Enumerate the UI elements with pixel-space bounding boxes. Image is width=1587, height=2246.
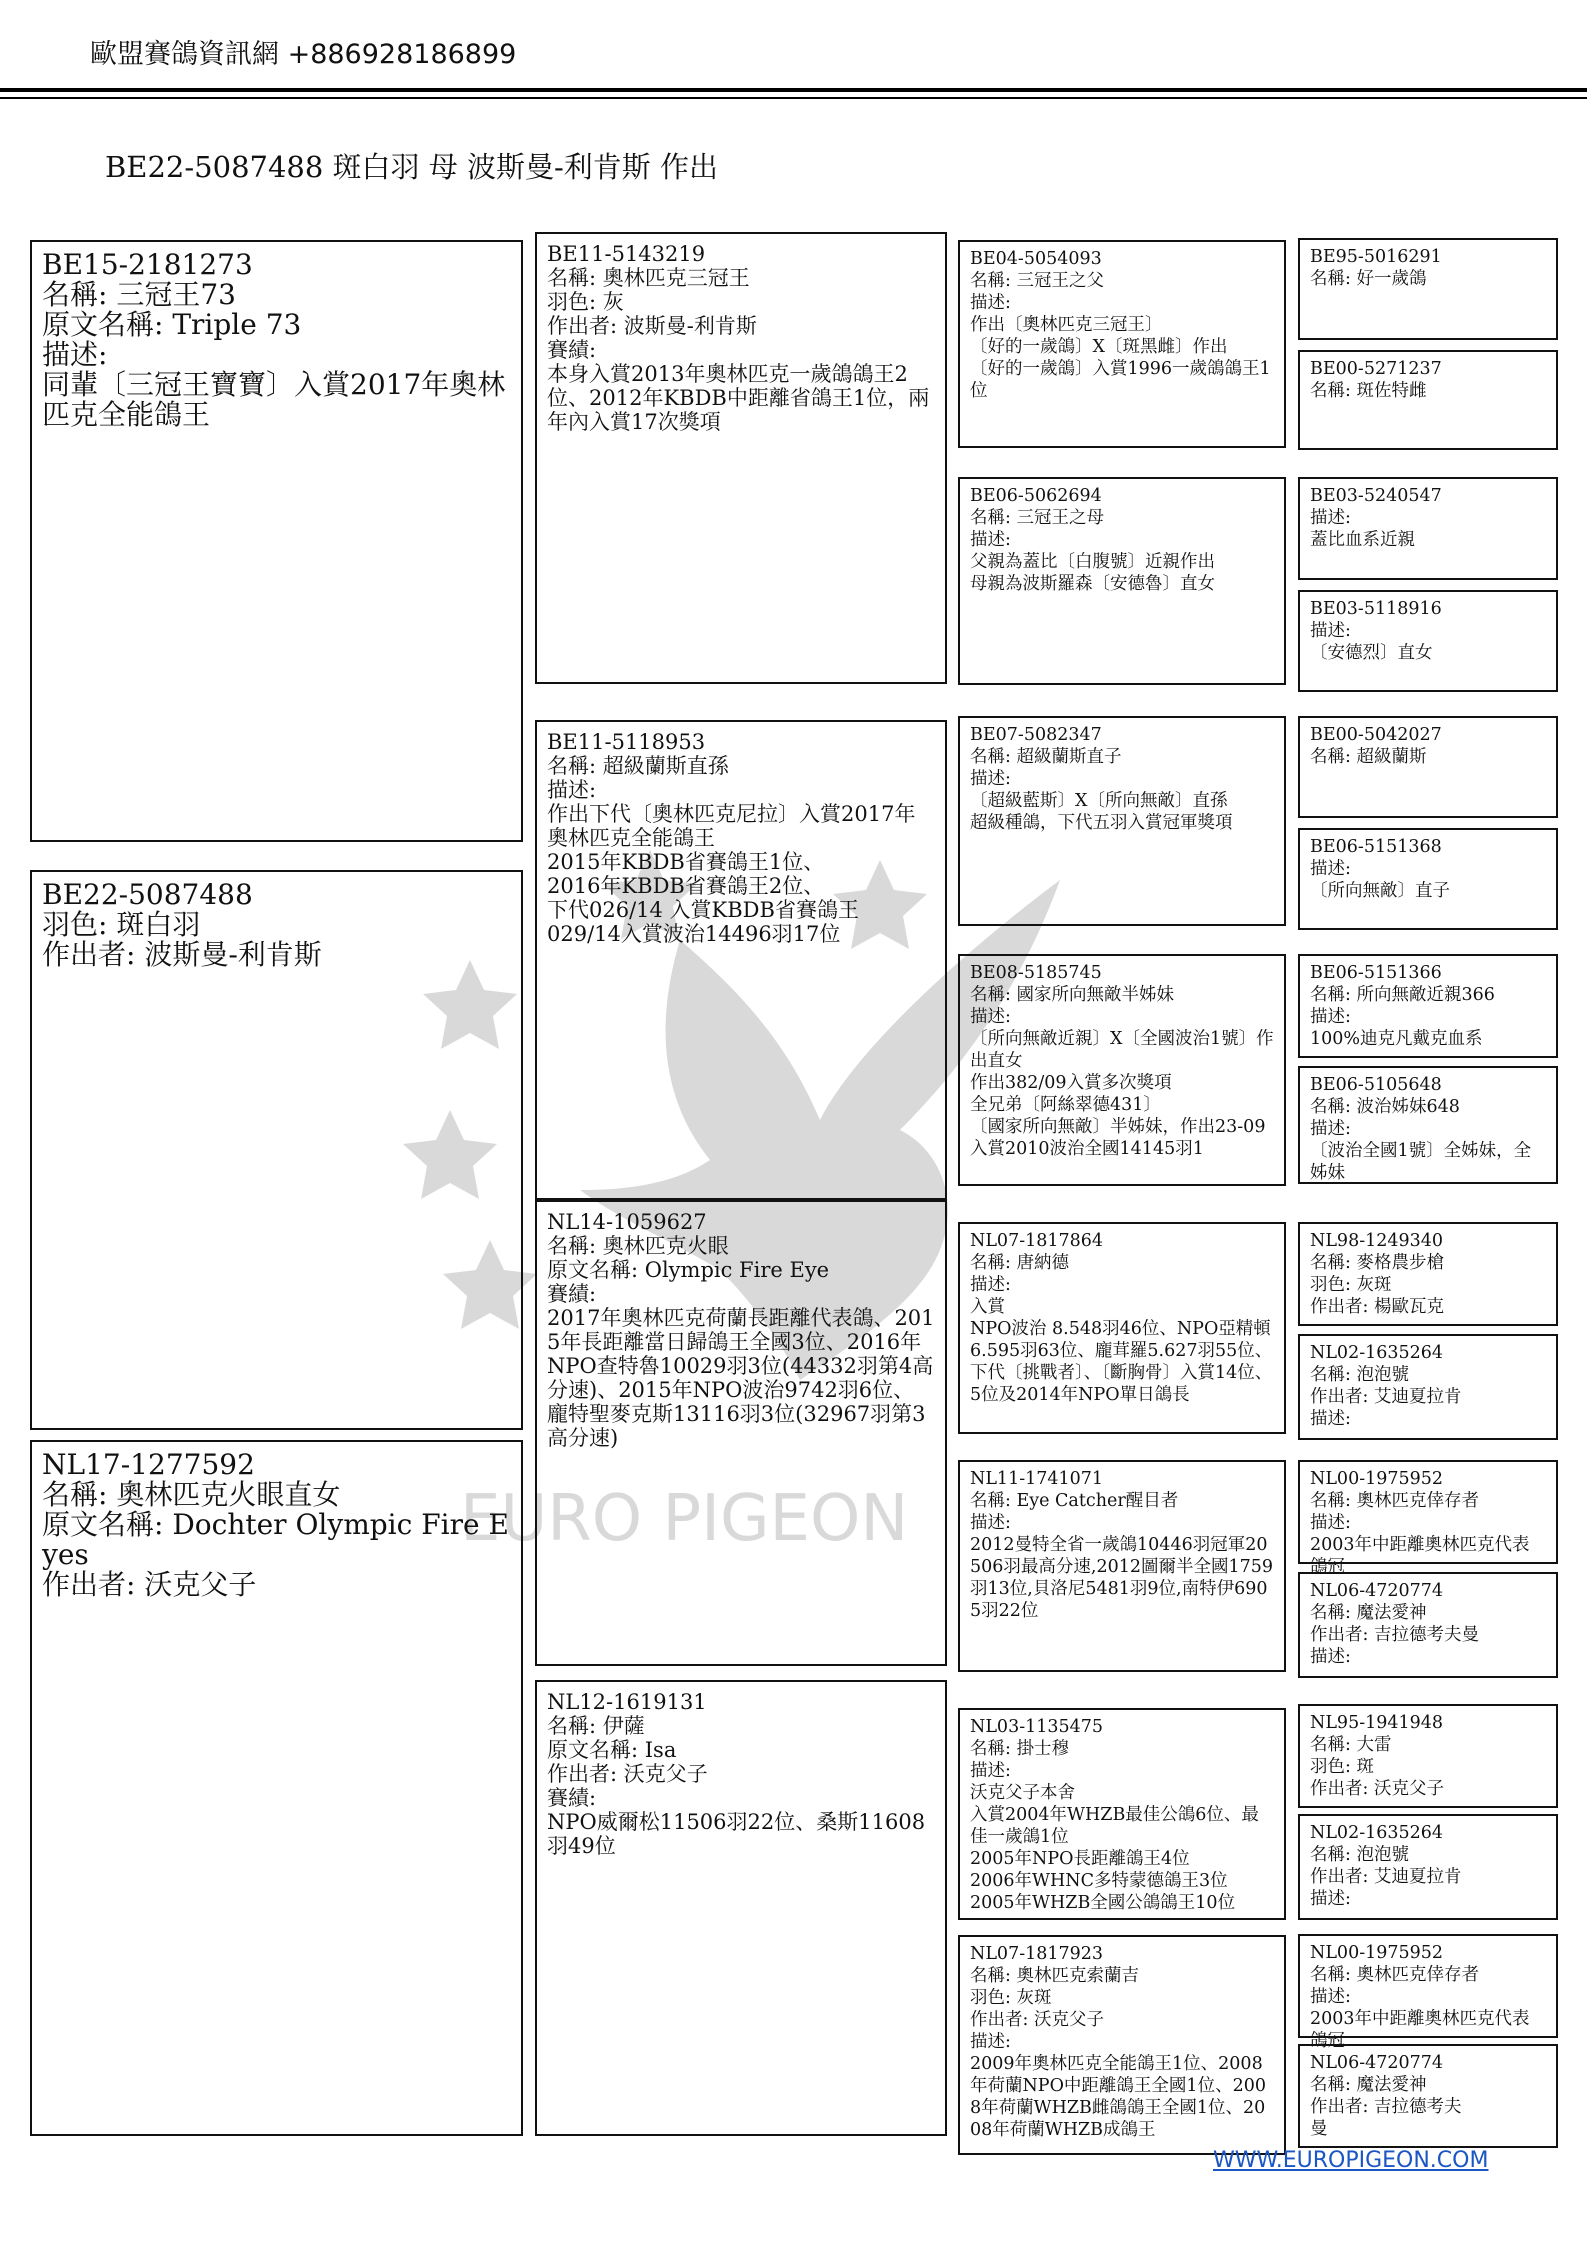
gen4-box-15: [1298, 1934, 1558, 2051]
pigeon-name: 名稱: 超級蘭斯直孫: [547, 754, 729, 778]
gen4-box-8: [1298, 1066, 1558, 1184]
ring-number: NL06-4720774: [1310, 1581, 1444, 1601]
gen1-subject: [30, 870, 523, 1430]
gen4-box-3: [1298, 477, 1558, 580]
gen2-box-2: [535, 720, 947, 1200]
breeder: 作出者: 吉拉德考夫曼: [1310, 1625, 1479, 1645]
header-rule-thick: [0, 88, 1587, 92]
ring-number: BE04-5054093: [970, 249, 1102, 269]
original-name: 原文名稱: Triple 73: [42, 308, 302, 341]
ring-number: BE06-5062694: [970, 486, 1102, 506]
original-name: 原文名稱: Dochter Olympic Fire Eyes: [42, 1508, 509, 1571]
description-text: 作出〔奧林匹克三冠王〕: [970, 315, 1163, 335]
description-text: 作出382/09入賞多次獎項: [970, 1073, 1172, 1093]
description-label: 描述:: [1310, 621, 1351, 641]
ring-number: BE11-5143219: [547, 242, 706, 266]
ring-number: NL03-1135475: [970, 1717, 1104, 1737]
ring-number: BE08-5185745: [970, 963, 1102, 983]
gen4-box-7: [1298, 954, 1558, 1058]
color: 羽色: 灰斑: [970, 1988, 1052, 2008]
description-text: 〔安德烈〕直女: [1310, 643, 1433, 663]
gen4-box-1: [1298, 238, 1558, 340]
description-text: 入賞: [970, 1297, 1005, 1317]
description-text: 同輩〔三冠王寶寶〕入賞2017年奧林匹克全能鴿王: [42, 368, 506, 431]
ring-number: BE03-5240547: [1310, 486, 1442, 506]
color: 羽色: 灰斑: [1310, 1275, 1392, 1295]
original-name: 原文名稱: Isa: [547, 1738, 677, 1762]
gen2-box-1: [535, 232, 947, 684]
results-text: 本身入賞2013年奧林匹克一歲鴿鴿王2位、2012年KBDB中距離省鴿王1位，兩年內入賞17次獎項: [547, 362, 930, 434]
gen4-box-16: [1298, 2044, 1558, 2148]
results-text: NPO威爾松11506羽22位、桑斯11608羽49位: [547, 1810, 926, 1858]
ring-number: NL00-1975952: [1310, 1469, 1444, 1489]
pigeon-name: 名稱: 好一歲鴿: [1310, 269, 1427, 289]
description-label: 描述:: [1310, 508, 1351, 528]
description-text: 父親為蓋比〔白腹號〕近親作出: [970, 552, 1215, 572]
pigeon-name: 名稱: 大雷: [1310, 1735, 1392, 1755]
gen2-box-3: [535, 1200, 947, 1666]
description-label: 描述:: [1310, 1119, 1351, 1139]
description-text: 〔波治全國1號〕全姊妹，全姊妹: [1310, 1141, 1532, 1183]
gen4-box-2: [1298, 350, 1558, 450]
ring-number: NL11-1741071: [970, 1469, 1104, 1489]
pigeon-name: 名稱: 掛士穆: [970, 1739, 1069, 1759]
pigeon-name: 名稱: 奧林匹克火眼直女: [42, 1478, 341, 1511]
description-text: 〔所向無敵〕直子: [1310, 881, 1450, 901]
pigeon-name: 名稱: 魔法愛神: [1310, 1603, 1427, 1623]
description-text: 2009年奧林匹克全能鴿王1位、2008年荷蘭NPO中距離鴿王全國1位、2008年荷蘭WHZB雌鴿鴿王全國1位、2008年荷蘭WHZB成鴿王: [970, 2054, 1266, 2140]
results-label: 賽績:: [547, 1786, 597, 1810]
gen4-box-5: [1298, 716, 1558, 818]
gen4-box-11: [1298, 1460, 1558, 1577]
website-link[interactable]: WWW.EUROPIGEON.COM: [1213, 2148, 1489, 2173]
description-text: 作出下代〔奧林匹克尼拉〕入賞2017年奧林匹克全能鴿王: [547, 802, 916, 850]
ring-number: BE07-5082347: [970, 725, 1102, 745]
original-name: 原文名稱: Olympic Fire Eye: [547, 1258, 830, 1282]
description-label: 描述:: [970, 1007, 1011, 1027]
gen2-box-4: [535, 1680, 947, 2136]
ring-number: NL17-1277592: [42, 1448, 255, 1481]
description-text: 2012曼特全省一歲鴿10446羽冠軍20506羽最高分速,2012圖爾半全國1759羽13位,貝洛尼5481羽9位,南特伊6905羽22位: [970, 1535, 1274, 1621]
description-text: 2005年WHZB全國公鴿鴿王10位: [970, 1893, 1236, 1913]
description-label: 描述:: [547, 778, 597, 802]
ring-number: NL95-1941948: [1310, 1713, 1444, 1733]
description-text: 2015年KBDB省賽鴿王1位、: [547, 850, 825, 874]
gen4-box-10: [1298, 1334, 1558, 1440]
pigeon-name: 名稱: 超級蘭斯直子: [970, 747, 1122, 767]
pigeon-name: 名稱: 泡泡號: [1310, 1845, 1409, 1865]
breeder: 作出者: 楊歐瓦克: [1310, 1297, 1444, 1317]
pigeon-name: 名稱: 奧林匹克倖存者: [1310, 1491, 1479, 1511]
gen3-box-5: [958, 1222, 1286, 1434]
gen3-box-2: [958, 477, 1286, 685]
gen3-box-7: [958, 1708, 1286, 1920]
gen4-box-14: [1298, 1814, 1558, 1920]
pigeon-name: 名稱: 唐納德: [970, 1253, 1069, 1273]
description-label: 描述:: [970, 1275, 1011, 1295]
breeder: 作出者: 吉拉德考夫: [1310, 2097, 1462, 2117]
breeder: 作出者: 波斯曼-利肯斯: [547, 314, 757, 338]
pigeon-name: 名稱: 奧林匹克火眼: [547, 1234, 729, 1258]
pigeon-name: 名稱: 奧林匹克三冠王: [547, 266, 750, 290]
ring-number: BE22-5087488: [42, 878, 253, 911]
description-label: 描述:: [1310, 1889, 1351, 1909]
breeder: 作出者: 沃克父子: [970, 2010, 1104, 2030]
ring-number: NL06-4720774: [1310, 2053, 1444, 2073]
ring-number: BE03-5118916: [1310, 599, 1442, 619]
description-label: 描述:: [970, 2032, 1011, 2052]
pigeon-name: 名稱: 三冠王73: [42, 278, 236, 311]
description-label: 描述:: [1310, 1409, 1351, 1429]
site-header: 歐盟賽鴿資訊網 +886928186899: [90, 39, 517, 70]
watermark-text: EURO PIGEON: [460, 1482, 909, 1556]
breeder: 作出者: 沃克父子: [547, 1762, 708, 1786]
description-label: 描述:: [1310, 1007, 1351, 1027]
description-text: 〔超級藍斯〕X〔所向無敵〕直孫: [970, 791, 1228, 811]
ring-number: BE11-5118953: [547, 730, 706, 754]
description-text: 全兄弟〔阿絲翠德431〕: [970, 1095, 1161, 1115]
description-label: 描述:: [970, 1761, 1011, 1781]
description-text: 〔好的一歲鴿〕X〔斑黑雌〕作出: [970, 337, 1228, 357]
gen4-box-6: [1298, 828, 1558, 930]
gen3-box-3: [958, 716, 1286, 926]
header-rule-thin: [0, 97, 1587, 99]
pigeon-name: 名稱: 伊薩: [547, 1714, 645, 1738]
pigeon-name: 名稱: 超級蘭斯: [1310, 747, 1427, 767]
gen3-box-4: [958, 954, 1286, 1186]
gen4-box-4: [1298, 590, 1558, 692]
description-label: 描述:: [970, 1513, 1011, 1533]
description-text: 沃克父子本舍: [970, 1783, 1075, 1803]
description-label: 描述:: [970, 293, 1011, 313]
description-label: 描述:: [1310, 859, 1351, 879]
pigeon-name: 名稱: 麥格農步槍: [1310, 1253, 1444, 1273]
pigeon-name: 名稱: 三冠王之母: [970, 508, 1104, 528]
ring-number: NL98-1249340: [1310, 1231, 1444, 1251]
description-text: 入賞2004年WHZB最佳公鴿6位、最佳一歲鴿1位: [970, 1805, 1259, 1847]
description-text: 2016年KBDB省賽鴿王2位、: [547, 874, 825, 898]
ring-number: NL14-1059627: [547, 1210, 707, 1234]
breeder: 作出者: 艾迪夏拉肯: [1310, 1387, 1462, 1407]
results-label: 賽績:: [547, 338, 597, 362]
description-text: 超級種鴿，下代五羽入賞冠軍獎項: [970, 813, 1233, 833]
description-text: 下代026/14 入賞KBDB省賽鴿王: [547, 898, 859, 922]
pigeon-name: 名稱: 泡泡號: [1310, 1365, 1409, 1385]
ring-number: NL12-1619131: [547, 1690, 707, 1714]
pigeon-name: 名稱: 奧林匹克索蘭吉: [970, 1966, 1139, 1986]
description-text: 029/14入賞波治14496羽17位: [547, 922, 841, 946]
ring-number: BE00-5042027: [1310, 725, 1442, 745]
description-text: 2006年WHNC多特蒙德鴿王3位: [970, 1871, 1228, 1891]
gen1-sire: [30, 240, 523, 842]
color: 羽色: 斑: [1310, 1757, 1374, 1777]
pigeon-name: 名稱: 國家所向無敵半姊妹: [970, 985, 1174, 1005]
ring-number: BE06-5151368: [1310, 837, 1442, 857]
ring-number: BE15-2181273: [42, 248, 253, 281]
breeder: 作出者: 沃克父子: [1310, 1779, 1444, 1799]
ring-number: NL07-1817864: [970, 1231, 1104, 1251]
description-label: 描述:: [42, 338, 108, 371]
breeder: 作出者: 沃克父子: [42, 1568, 257, 1601]
gen3-box-6: [958, 1460, 1286, 1672]
ring-number: NL07-1817923: [970, 1944, 1104, 1964]
pigeon-name: 名稱: 魔法愛神: [1310, 2075, 1427, 2095]
gen3-box-1: [958, 240, 1286, 448]
ring-number: BE95-5016291: [1310, 247, 1442, 267]
description-text: 〔國家所向無敵〕半姊妹，作出23-09入賞2010波治全國14145羽1: [970, 1117, 1266, 1159]
pigeon-name: 名稱: 三冠王之父: [970, 271, 1104, 291]
description-label: 描述:: [970, 530, 1011, 550]
gen3-box-8: [958, 1935, 1286, 2155]
breeder: 作出者: 艾迪夏拉肯: [1310, 1867, 1462, 1887]
description-text: 蓋比血系近親: [1310, 530, 1415, 550]
description-text: 母親為波斯羅森〔安德魯〕直女: [970, 574, 1215, 594]
results-label: 賽績:: [547, 1282, 597, 1306]
ring-number: BE06-5105648: [1310, 1075, 1442, 1095]
description-text: 100%迪克凡戴克血系: [1310, 1029, 1483, 1049]
pigeon-name: 名稱: 波治姊妹648: [1310, 1097, 1460, 1117]
description-label: 描述:: [1310, 1647, 1351, 1667]
description-text: 〔好的一歲鴿〕入賞1996一歲鴿鴿王1位: [970, 359, 1271, 401]
description-text: 2003年中距離奧林匹克代表鴿冠: [1310, 2009, 1530, 2051]
description-text: 2005年NPO長距離鴿王4位: [970, 1849, 1190, 1869]
ring-number: BE06-5151366: [1310, 963, 1442, 983]
color: 羽色: 灰: [547, 290, 624, 314]
gen4-box-9: [1298, 1222, 1558, 1326]
description-text: 〔所向無敵近親〕X〔全國波治1號〕作出直女: [970, 1029, 1274, 1071]
pigeon-name: 名稱: 奧林匹克倖存者: [1310, 1965, 1479, 1985]
gen1-dam: [30, 1440, 523, 2136]
pigeon-name: 名稱: Eye Catcher醒目者: [970, 1491, 1179, 1511]
description-label: 描述:: [1310, 1987, 1351, 2007]
page-title: BE22-5087488 斑白羽 母 波斯曼-利肯斯 作出: [105, 150, 719, 184]
description-text: 下代〔挑戰者〕、〔斷胸骨〕入賞14位、5位及2014年NPO單日鴿長: [970, 1363, 1273, 1405]
description-label: 描述:: [970, 769, 1011, 789]
breeder-continued: 曼: [1310, 2119, 1328, 2139]
pigeon-name: 名稱: 斑佐特雌: [1310, 381, 1427, 401]
ring-number: BE00-5271237: [1310, 359, 1442, 379]
gen4-box-12: [1298, 1572, 1558, 1678]
ring-number: NL02-1635264: [1310, 1823, 1444, 1843]
description-text: NPO波治 8.548羽46位、NPO亞精頓6.595羽63位、龐茸羅5.627羽55位、: [970, 1319, 1273, 1361]
pigeon-name: 名稱: 所向無敵近親366: [1310, 985, 1495, 1005]
results-text: 2017年奧林匹克荷蘭長距離代表鴿、2015年長距離當日歸鴿王全國3位、2016年NPO查特魯10029羽3位(44332羽第4高分速)、2015年NPO波治9742羽6位、龐特聖麥克斯13116羽3位(32967羽第3高分速): [547, 1306, 935, 1450]
ring-number: NL00-1975952: [1310, 1943, 1444, 1963]
description-text: 2003年中距離奧林匹克代表鴿冠: [1310, 1535, 1530, 1577]
gen4-box-13: [1298, 1704, 1558, 1808]
color: 羽色: 斑白羽: [42, 908, 201, 941]
description-label: 描述:: [1310, 1513, 1351, 1533]
ring-number: NL02-1635264: [1310, 1343, 1444, 1363]
breeder: 作出者: 波斯曼-利肯斯: [42, 938, 322, 971]
